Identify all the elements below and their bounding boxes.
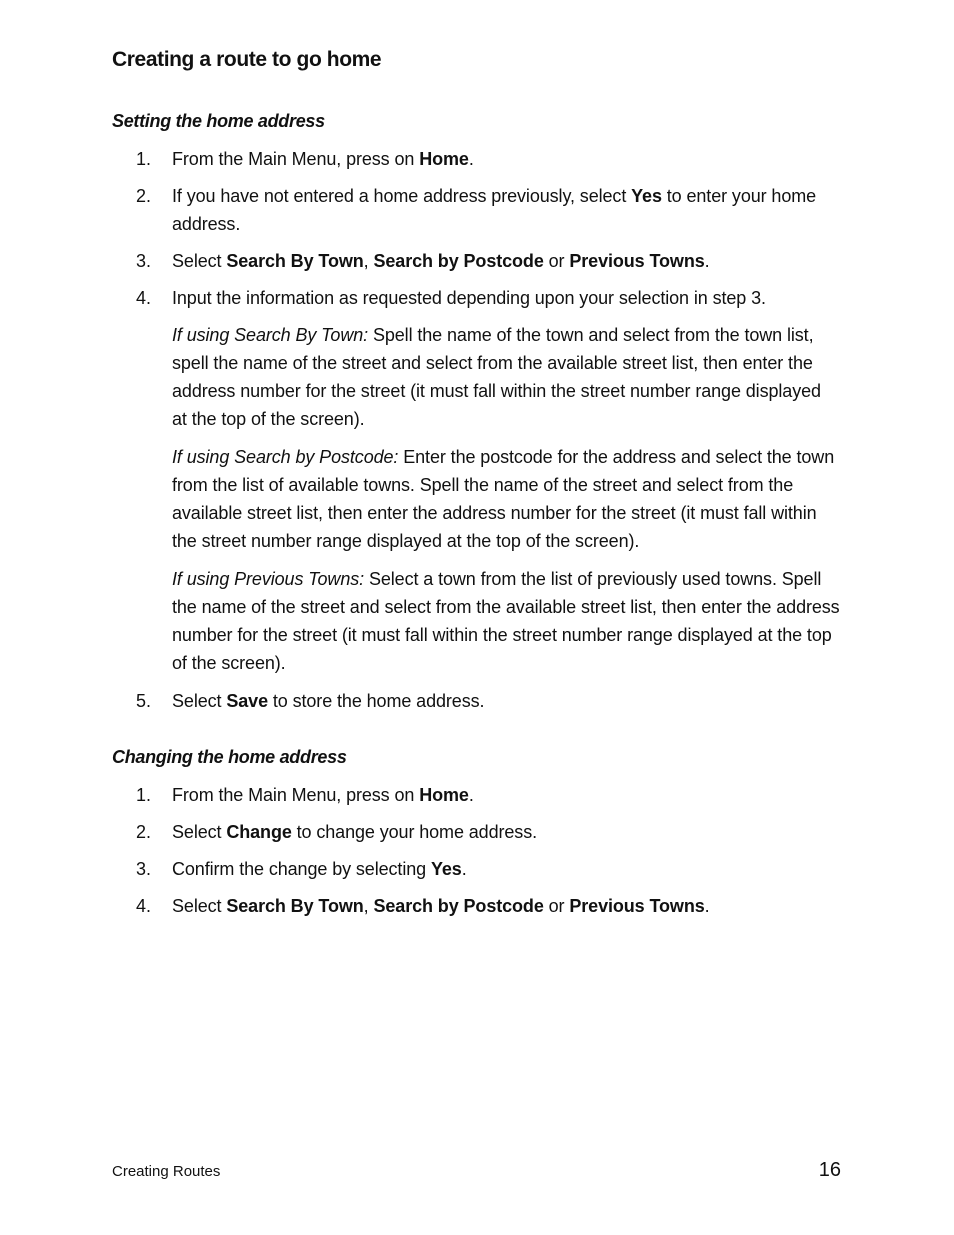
footer-section-name: Creating Routes <box>112 1163 221 1180</box>
step-text: Select Search By Town, Search by Postcode or Previous Towns. <box>172 251 710 271</box>
page-number: 16 <box>818 1159 841 1181</box>
step-text: Select Save to store the home address. <box>172 691 485 711</box>
page-title: Creating a route to go home <box>112 48 382 71</box>
step-number: 3. <box>136 859 152 879</box>
step-number: 2. <box>136 822 152 842</box>
step-text: Confirm the change by selecting Yes. <box>172 859 467 879</box>
step-text: Select Change to change your home address. <box>172 822 538 842</box>
list-item <box>0 818 954 846</box>
setting-steps-list <box>0 145 954 724</box>
list-item <box>0 687 954 715</box>
step-number: 1. <box>136 785 152 805</box>
note-search-by-postcode: If using Search by Postcode: Enter the postcode for the address and select the town from the list of available towns. Spell the name of the street and select from the available street list, then enter the address number for the street (it must fall within the street number range displayed at the top of the screen). <box>172 447 835 551</box>
step-notes <box>0 321 954 677</box>
step-text: From the Main Menu, press on Home. <box>172 149 474 169</box>
step-number: 5. <box>136 691 152 711</box>
list-item <box>0 855 954 883</box>
section-heading-changing: Changing the home address <box>112 747 347 767</box>
step-number: 1. <box>136 149 152 169</box>
note-search-by-town: If using Search By Town: Spell the name of the town and select from the town list, spell the name of the street and select from the available street list, then enter the address number for the street (it must fall within the street number range displayed at the top of the screen). <box>172 325 821 429</box>
step-text: Select Search By Town, Search by Postcode or Previous Towns. <box>172 896 710 916</box>
step-number: 4. <box>136 288 152 308</box>
list-item <box>0 892 954 920</box>
step-number: 2. <box>136 186 152 206</box>
section-heading-setting: Setting the home address <box>112 111 325 131</box>
list-item <box>0 781 954 809</box>
step-number: 3. <box>136 251 152 271</box>
list-item <box>0 247 954 275</box>
list-item <box>0 284 954 312</box>
list-item <box>0 182 954 238</box>
step-number: 4. <box>136 896 152 916</box>
changing-steps-list <box>0 781 954 929</box>
list-item <box>0 145 954 173</box>
step-text: Input the information as requested depending upon your selection in step 3. <box>172 288 766 308</box>
step-text: If you have not entered a home address previously, select Yes to enter your home address. <box>172 186 817 234</box>
step-text: From the Main Menu, press on Home. <box>172 785 474 805</box>
note-previous-towns: If using Previous Towns: Select a town from the list of previously used towns. Spell the name of the street and select from the available street list, then enter the address number for the street (it must fall within the street number range displayed at the top of the screen). <box>172 569 840 673</box>
